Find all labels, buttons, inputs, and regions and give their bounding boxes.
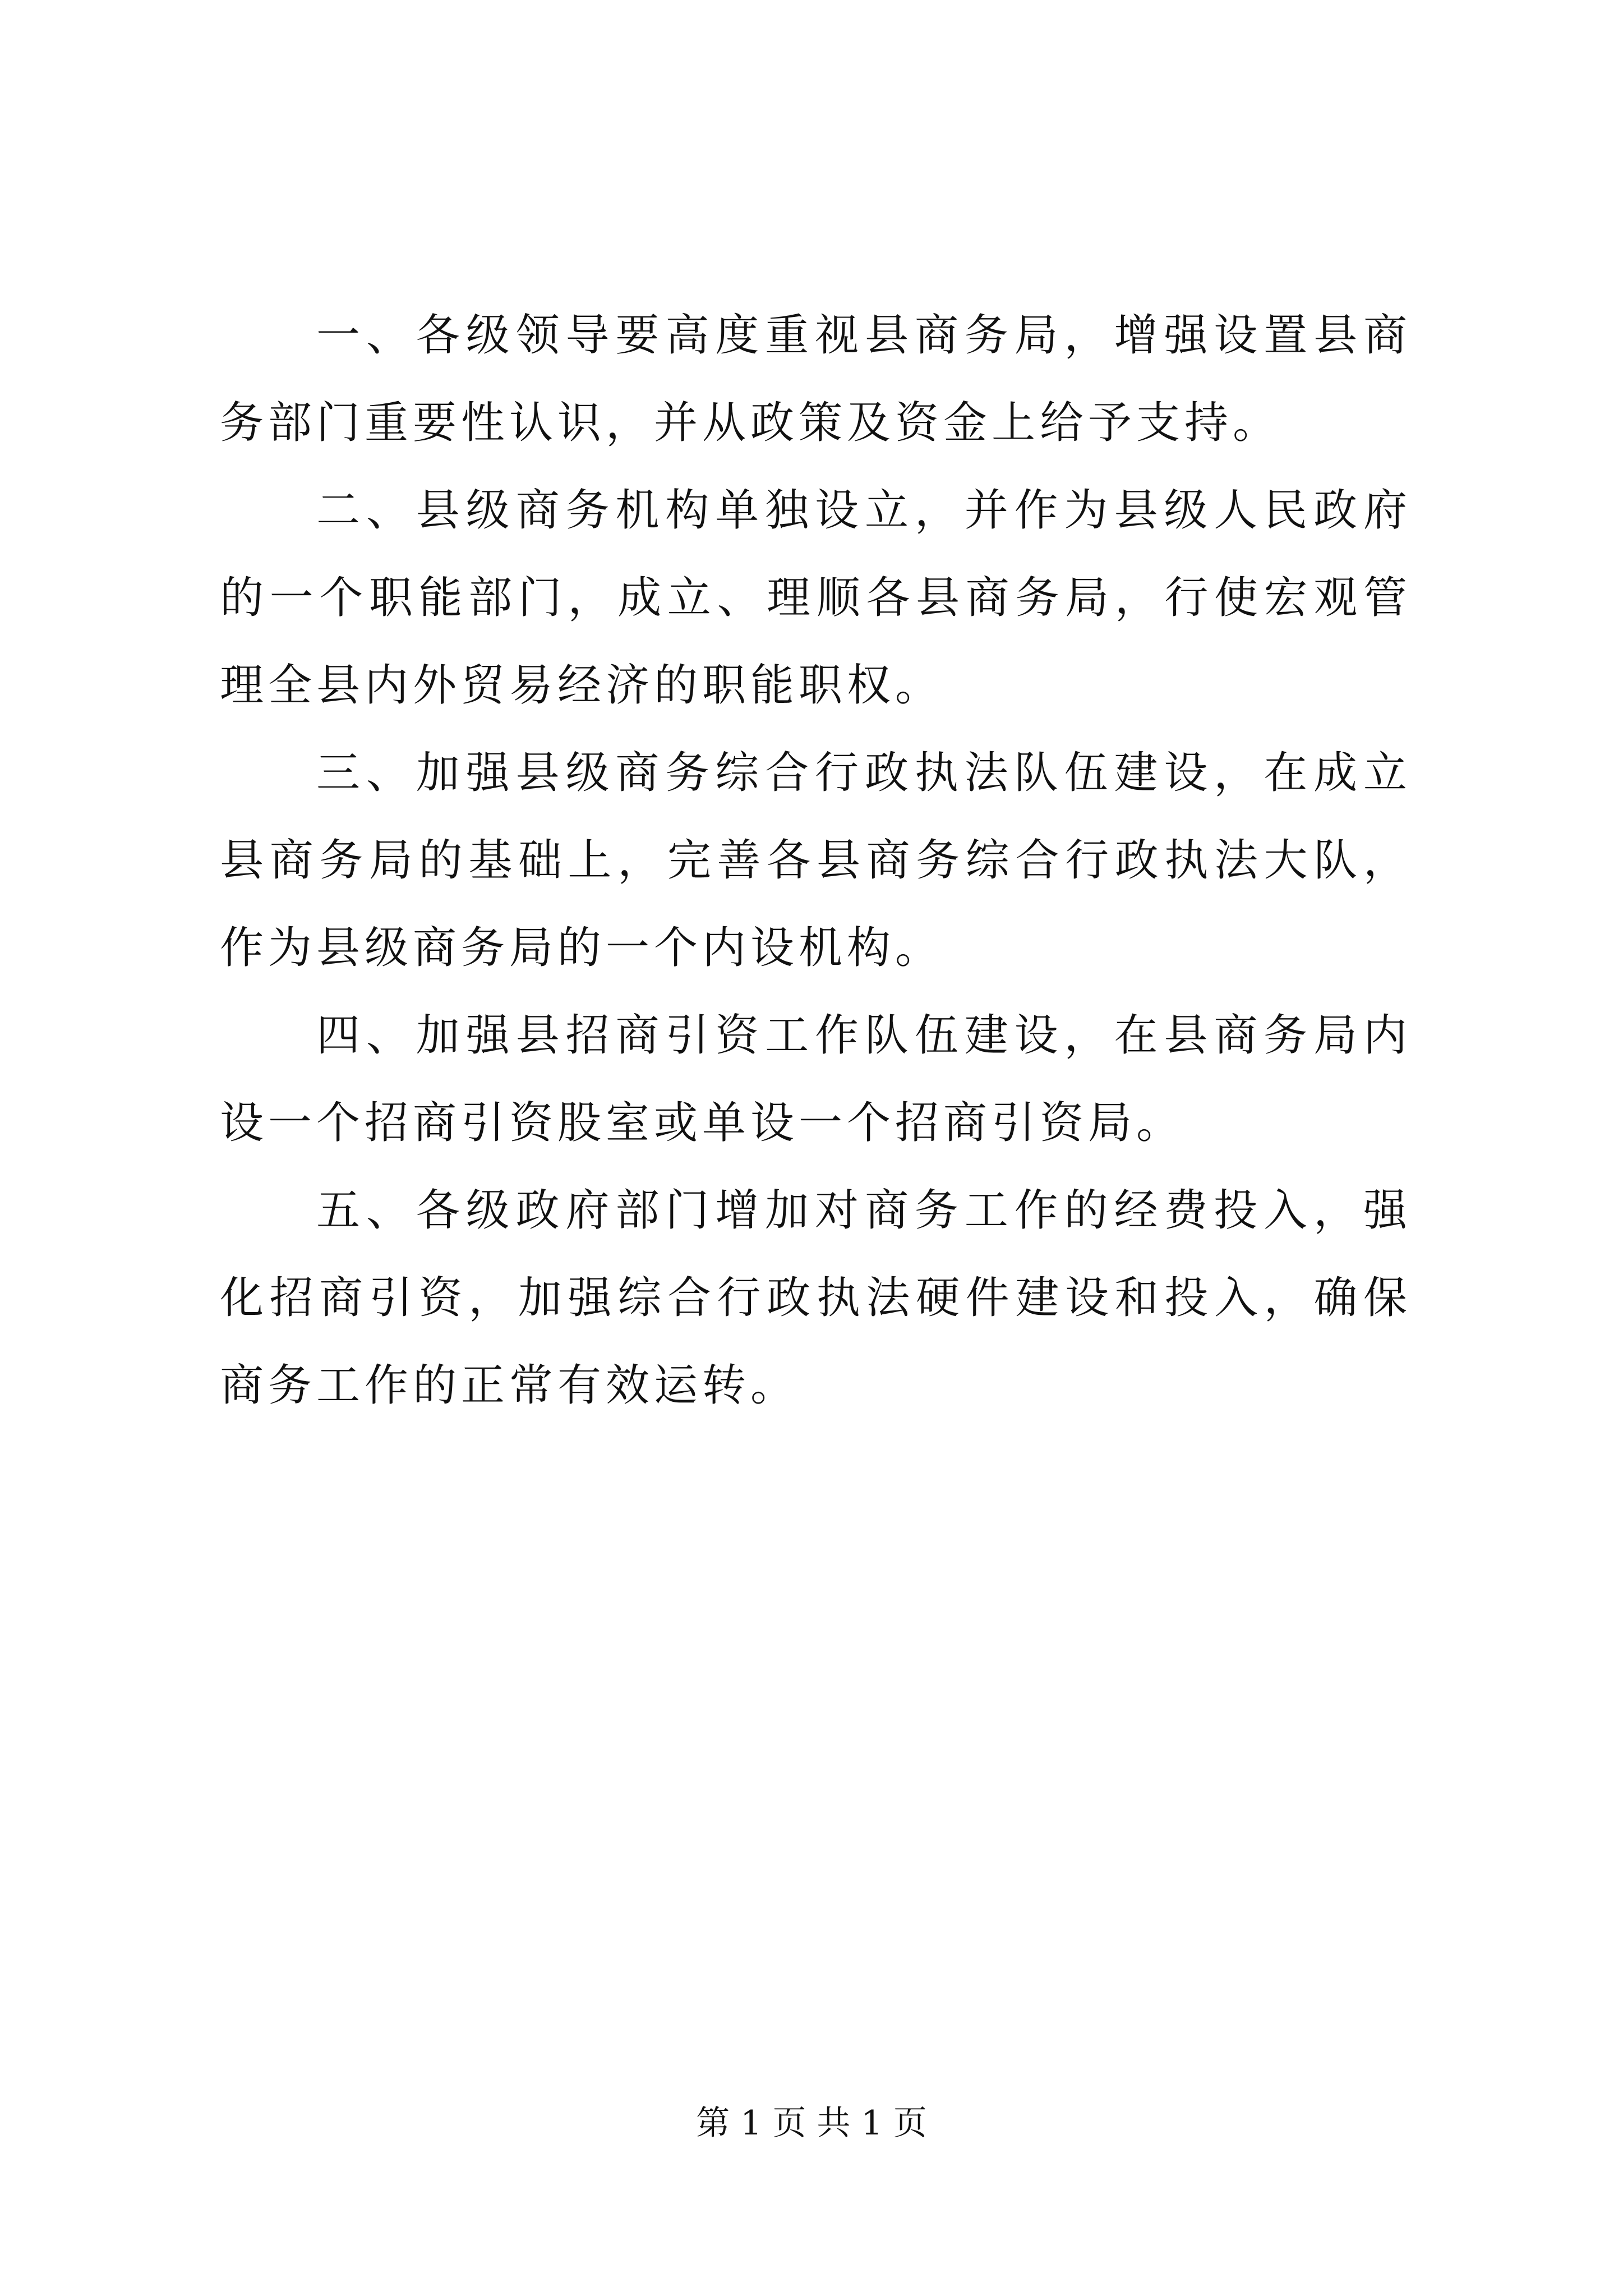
- paragraph-1: 一、各级领导要高度重视县商务局，增强设置县商务部门重要性认识，并从政策及资金上给予支持。: [220, 310, 1412, 448]
- page-footer: 第 1 页 共 1 页: [696, 2104, 927, 2143]
- paragraph-4: 四、加强县招商引资工作队伍建设，在县商务局内设一个招商引资股室或单设一个招商引资局。: [220, 1010, 1412, 1148]
- paragraph-5: 五、各级政府部门增加对商务工作的经费投入，强化招商引资，加强综合行政执法硬件建设和投入，确保商务工作的正常有效运转。: [220, 1185, 1412, 1411]
- paragraph-3: 三、加强县级商务综合行政执法队伍建设，在成立县商务局的基础上，完善各县商务综合行政执法大队，作为县级商务局的一个内设机构。: [220, 748, 1412, 973]
- document-body: [220, 292, 1412, 1429]
- paragraph-2: 二、县级商务机构单独设立，并作为县级人民政府的一个职能部门，成立、理顺各县商务局，行使宏观管理全县内外贸易经济的职能职权。: [220, 485, 1412, 711]
